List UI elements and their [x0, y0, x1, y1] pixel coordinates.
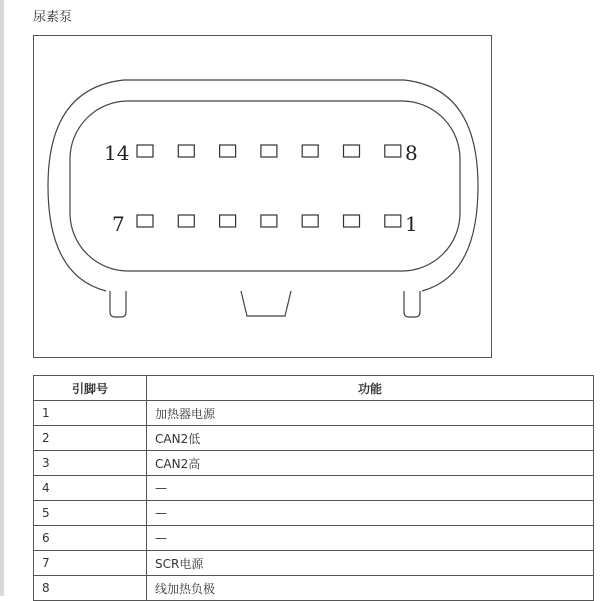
pin-function-table: [33, 375, 594, 601]
pin-number: 8: [34, 576, 147, 601]
pin-number: 1: [34, 401, 147, 426]
connector-key: [241, 291, 291, 316]
connector-drawing: [34, 36, 493, 359]
pin-socket: [220, 145, 236, 157]
pin-function: 加热器电源: [147, 401, 594, 426]
connector-diagram: [33, 35, 492, 358]
table-row: [34, 551, 594, 576]
table-row: [34, 476, 594, 501]
pin-function: —: [147, 501, 594, 526]
table-header-row: [34, 376, 594, 401]
table-row: [34, 576, 594, 601]
right-latch-leg: [404, 291, 420, 317]
connector-outer-shell: [48, 80, 478, 291]
pin-function: SCR电源: [147, 551, 594, 576]
pin-label-8: 8: [405, 141, 418, 165]
pin-number: 4: [34, 476, 147, 501]
pin-number: 5: [34, 501, 147, 526]
pin-socket: [220, 215, 236, 227]
pin-socket: [302, 215, 318, 227]
pin-socket: [178, 145, 194, 157]
pin-label-1: 1: [405, 212, 418, 236]
pin-function: —: [147, 526, 594, 551]
column-header-pin: 引脚号: [34, 376, 147, 401]
connector-inner-shell: [70, 101, 460, 271]
pin-label-14: 14: [104, 141, 130, 165]
pin-socket: [261, 215, 277, 227]
pin-function: CAN2高: [147, 451, 594, 476]
column-header-function: 功能: [147, 376, 594, 401]
pin-number: 6: [34, 526, 147, 551]
pin-socket: [261, 145, 277, 157]
pin-function: —: [147, 476, 594, 501]
pin-socket: [178, 215, 194, 227]
pin-grid: [137, 145, 401, 227]
pin-function: 线加热负极: [147, 576, 594, 601]
pin-number: 3: [34, 451, 147, 476]
section-title: 尿素泵: [33, 10, 73, 25]
pin-socket: [137, 145, 153, 157]
pin-number: 7: [34, 551, 147, 576]
pin-socket: [344, 145, 360, 157]
left-latch-leg: [110, 291, 126, 317]
table-row: [34, 426, 594, 451]
pin-socket: [344, 215, 360, 227]
pin-number: 2: [34, 426, 147, 451]
table-row: [34, 526, 594, 551]
pin-socket: [137, 215, 153, 227]
pin-socket: [385, 215, 401, 227]
table-row: [34, 451, 594, 476]
left-margin-rule: [0, 0, 4, 596]
pin-socket: [302, 145, 318, 157]
pin-function: CAN2低: [147, 426, 594, 451]
pin-socket: [385, 145, 401, 157]
table-row: [34, 401, 594, 426]
table-row: [34, 501, 594, 526]
pin-label-7: 7: [112, 212, 125, 236]
